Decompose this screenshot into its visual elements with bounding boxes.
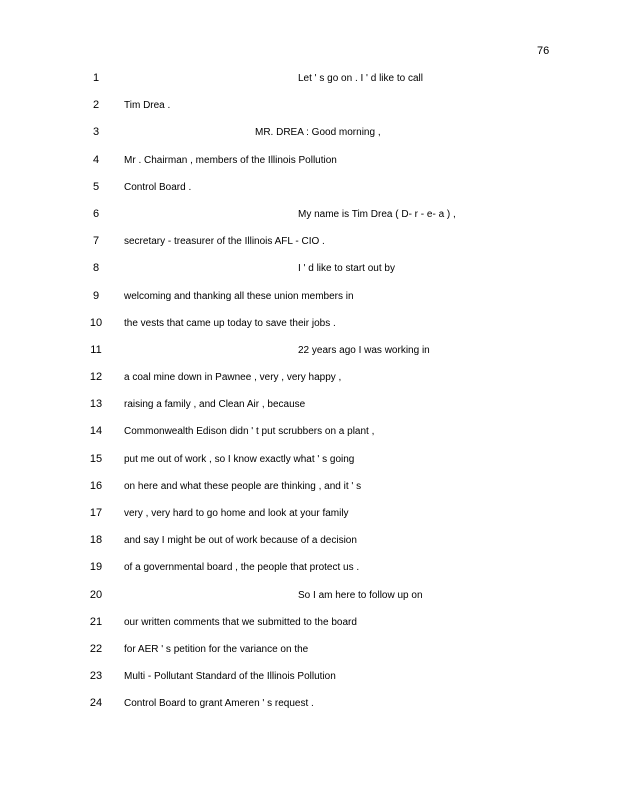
transcript-line	[0, 423, 618, 450]
transcript-line	[0, 152, 618, 179]
transcript-line	[0, 70, 618, 97]
line-number: 6	[92, 207, 100, 220]
transcript-line	[0, 505, 618, 532]
transcript-line	[0, 97, 618, 124]
line-number: 3	[92, 126, 100, 139]
line-number: 17	[89, 507, 103, 519]
line-text: Mr . Chairman , members of the Illinois Pollution	[124, 154, 337, 166]
line-number: 24	[89, 697, 103, 710]
line-text: My name is Tim Drea ( D- r - e- a ) ,	[298, 208, 456, 220]
line-number: 23	[89, 670, 103, 683]
line-number: 4	[92, 153, 100, 166]
line-text: the vests that came up today to save their jobs .	[124, 317, 336, 329]
line-text: So I am here to follow up on	[298, 589, 423, 601]
line-number: 5	[92, 180, 100, 193]
line-text: of a governmental board , the people that protect us .	[124, 562, 360, 574]
line-number: 7	[92, 235, 100, 248]
line-text: on here and what these people are thinking , and it ' s	[124, 480, 362, 492]
transcript-line	[0, 695, 618, 722]
transcript-line	[0, 315, 618, 342]
transcript-line	[0, 478, 618, 505]
line-text: very , very hard to go home and look at your family	[124, 508, 349, 519]
line-number: 11	[90, 343, 102, 356]
transcript-line	[0, 559, 618, 586]
line-text: Control Board .	[124, 181, 192, 193]
transcript-line	[0, 179, 618, 206]
transcript-line	[0, 668, 618, 695]
line-number: 2	[92, 99, 100, 112]
line-text: I ' d like to start out by	[298, 263, 395, 275]
line-number: 19	[89, 561, 103, 574]
line-number: 15	[89, 452, 103, 465]
line-number: 16	[89, 479, 103, 492]
line-text: Control Board to grant Ameren ' s request .	[124, 698, 314, 710]
transcript-line	[0, 260, 618, 287]
line-text: Commonwealth Edison didn ' t put scrubbers on a plant ,	[124, 426, 375, 438]
transcript-line	[0, 641, 618, 668]
line-number: 12	[89, 371, 103, 384]
line-number: 1	[92, 72, 100, 84]
line-text: for AER ' s petition for the variance on the	[124, 643, 309, 655]
line-number: 20	[89, 588, 103, 601]
line-number: 18	[89, 534, 103, 547]
transcript-body	[0, 70, 618, 723]
line-text: our written comments that we submitted to the board	[124, 616, 357, 628]
line-number: 14	[89, 425, 103, 438]
transcript-line	[0, 451, 618, 478]
transcript-line	[0, 288, 618, 315]
line-text: Tim Drea .	[124, 100, 171, 112]
line-number: 8	[92, 262, 100, 275]
transcript-line	[0, 369, 618, 396]
line-text: and say I might be out of work because of a decision	[124, 535, 357, 547]
page-number: 76	[537, 45, 550, 57]
transcript-line	[0, 614, 618, 641]
line-text: Multi - Pollutant Standard of the Illinois Pollution	[124, 671, 336, 683]
transcript-line	[0, 206, 618, 233]
transcript-line	[0, 532, 618, 559]
line-text: raising a family , and Clean Air , because	[124, 399, 306, 411]
transcript-line	[0, 124, 618, 151]
line-text: 22 years ago I was working in	[298, 344, 430, 356]
transcript-line	[0, 233, 618, 260]
transcript-line	[0, 396, 618, 423]
line-text: put me out of work , so I know exactly what ' s going	[124, 453, 355, 465]
line-number: 10	[89, 316, 103, 329]
line-text: a coal mine down in Pawnee , very , very happy ,	[124, 372, 342, 384]
line-number: 22	[89, 642, 103, 655]
line-number: 13	[89, 398, 103, 411]
line-text: MR. DREA : Good morning ,	[255, 127, 381, 139]
transcript-line	[0, 587, 618, 614]
line-number: 21	[89, 615, 103, 628]
line-text: welcoming and thanking all these union members in	[124, 290, 354, 302]
transcript-line	[0, 342, 618, 369]
line-text: secretary - treasurer of the Illinois AFL - CIO .	[124, 236, 325, 248]
line-text: Let ' s go on . I ' d like to call	[298, 73, 423, 84]
line-number: 9	[92, 289, 100, 302]
